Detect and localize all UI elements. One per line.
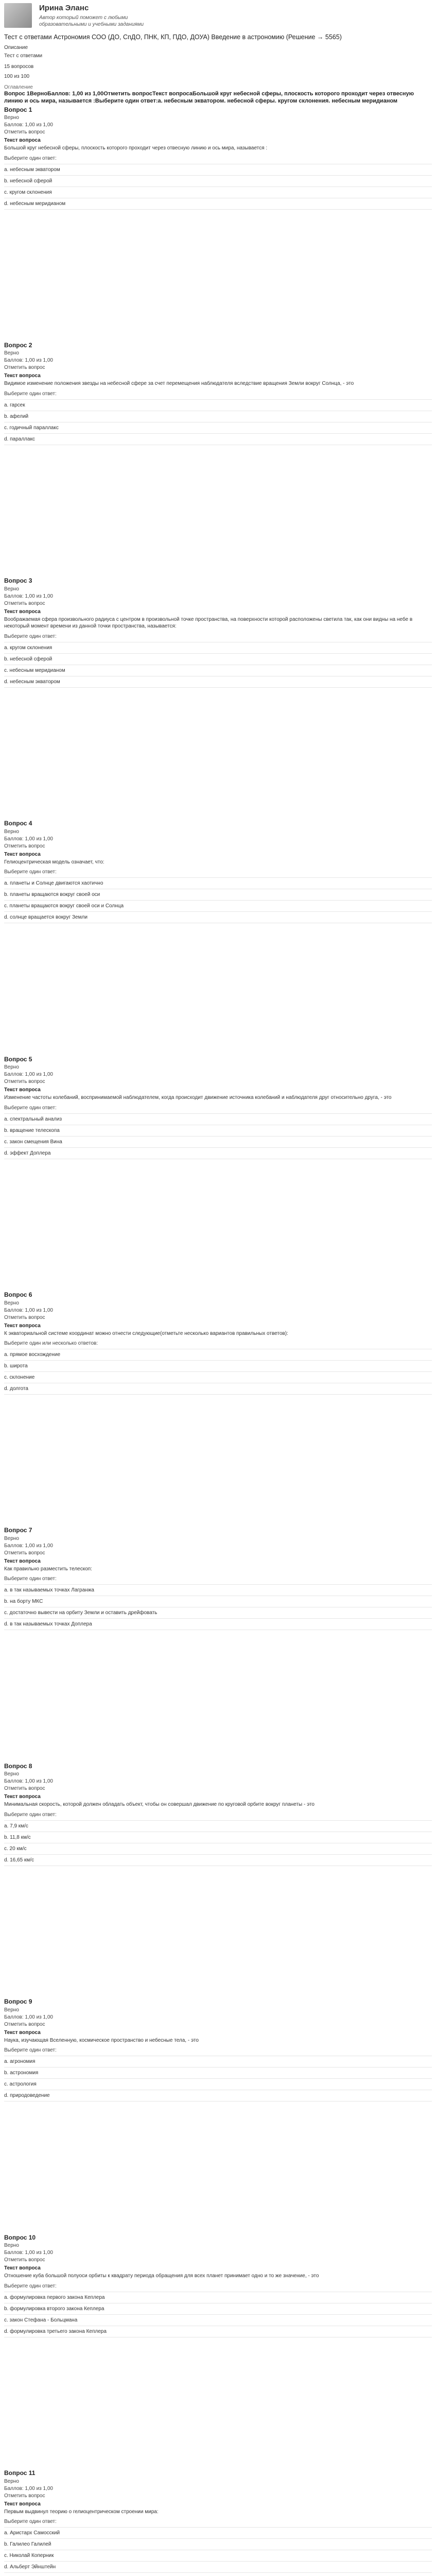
answer-option[interactable]: d. 16,65 км/с (4, 1854, 432, 1866)
answer-option[interactable]: c. 20 км/с (4, 1843, 432, 1854)
answer-options (4, 2527, 432, 2573)
question-score: Баллов: 1,00 из 1,00 (4, 122, 53, 128)
answer-option[interactable]: d. природоведение (4, 2090, 432, 2102)
answer-options (4, 877, 432, 923)
question-text: Видимое изменение положения звезды на небесной сфере за счет перемещения наблюдателя вследствие вращения Земли вокруг Солнца, - это (4, 381, 354, 387)
status-correct: Верно (4, 2478, 19, 2484)
question-title: Вопрос 2 (4, 341, 32, 349)
answer-prompt: Выберите один ответ: (4, 2047, 57, 2054)
question-score: Баллов: 1,00 из 1,00 (4, 836, 53, 842)
answer-prompt: Выберите один ответ: (4, 155, 57, 161)
toc-text: Вопрос 1ВерноБаллов: 1,00 из 1,00Отметить вопросТекст вопросаБольшой круг небесной сферы, плоскость которого проходит через отвесную линию и ось мира, называется :Выберите один ответ:a. небесным экватором. небесной сферы. кругом склонения. небесным меридианом (4, 91, 414, 104)
question-text-heading: Текст вопроса (4, 1323, 41, 1329)
question-text-heading: Текст вопроса (4, 1087, 41, 1093)
answer-option[interactable]: b. небесной сферой (4, 175, 432, 187)
question-score: Баллов: 1,00 из 1,00 (4, 2014, 53, 2020)
answer-option[interactable]: a. планеты и Солнце двигаются хаотично (4, 877, 432, 889)
question-score: Баллов: 1,00 из 1,00 (4, 358, 53, 364)
flag-question-link[interactable]: Отметить вопрос (4, 1786, 45, 1792)
page-title: Тест с ответами Астрономия СОО (ДО, СпДО, ПНК, КП, ПДО, ДОУА) Введение в астрономию (Решение → 5565) (4, 33, 342, 41)
answer-option[interactable]: c. планеты вращаются вокруг своей оси и Солнца (4, 900, 432, 911)
description-label: Описание (4, 45, 28, 50)
answer-prompt: Выберите один ответ: (4, 2519, 57, 2524)
status-correct: Верно (4, 1535, 19, 1541)
answer-option[interactable]: d. в так называемых точках Доплера (4, 1618, 432, 1630)
answer-option[interactable]: a. небесным экватором (4, 164, 432, 175)
question-title: Вопрос 5 (4, 1055, 32, 1063)
author-block (4, 3, 432, 30)
answer-options (4, 164, 432, 210)
flag-question-link[interactable]: Отметить вопрос (4, 129, 45, 135)
status-correct: Верно (4, 350, 19, 357)
answer-option[interactable]: c. Николай Коперник (4, 2550, 432, 2561)
question-score: Баллов: 1,00 из 1,00 (4, 593, 53, 599)
question-text: Минимальная скорость, которой должен обладать объект, чтобы он совершал движение по круговой орбите вокруг планеты - это (4, 1802, 315, 1808)
status-correct: Верно (4, 2007, 19, 2013)
total-score: 100 из 100 (4, 74, 30, 79)
answer-option[interactable]: a. гарсек (4, 399, 432, 411)
flag-question-link[interactable]: Отметить вопрос (4, 1550, 45, 1556)
question-block (4, 342, 432, 445)
answer-option[interactable]: a. спектральный анализ (4, 1113, 432, 1125)
answer-option[interactable]: d. Альберт Эйнштейн (4, 2561, 432, 2573)
question-text-heading: Текст вопроса (4, 138, 41, 144)
status-correct: Верно (4, 1300, 19, 1306)
question-text: Гелиоцентрическая модель означает, что: (4, 859, 104, 865)
question-block (4, 106, 432, 210)
flag-question-link[interactable]: Отметить вопрос (4, 365, 45, 371)
question-block (4, 1998, 432, 2102)
answer-prompt: Выберите один ответ: (4, 633, 57, 639)
answer-option[interactable]: c. закон Стефана - Больцмана (4, 2314, 432, 2326)
answer-option[interactable]: a. 7,9 км/с (4, 1820, 432, 1832)
question-text: Большой круг небесной сферы, плоскость которого проходит через отвесную линию и ось мира, называется : (4, 145, 268, 151)
flag-question-link[interactable]: Отметить вопрос (4, 2257, 45, 2263)
answer-prompt: Выберите один ответ: (4, 2283, 57, 2289)
question-text: Изменение частоты колебаний, воспринимаемой наблюдателем, когда происходит движение источника колебаний и наблюдателя друг относительно друга, - это (4, 1095, 392, 1101)
question-text-heading: Текст вопроса (4, 1794, 41, 1800)
question-title: Вопрос 4 (4, 820, 32, 827)
answer-option[interactable]: b. широта (4, 1360, 432, 1371)
question-title: Вопрос 1 (4, 106, 32, 113)
question-text-heading: Текст вопроса (4, 608, 41, 615)
answer-option[interactable]: b. 11,8 км/с (4, 1832, 432, 1843)
answer-options (4, 2056, 432, 2102)
answer-option[interactable]: a. прямое восхождение (4, 1349, 432, 1360)
answer-option[interactable]: b. формулировка второго закона Кеплера (4, 2303, 432, 2314)
answer-options (4, 2292, 432, 2337)
question-block (4, 1291, 432, 1395)
answer-option[interactable]: a. агрономия (4, 2056, 432, 2067)
question-score: Баллов: 1,00 из 1,00 (4, 1543, 53, 1549)
answer-prompt: Выберите один ответ: (4, 1811, 57, 1818)
question-title: Вопрос 8 (4, 1762, 32, 1770)
flag-question-link[interactable]: Отметить вопрос (4, 843, 45, 849)
answer-option[interactable]: c. закон смещения Вина (4, 1136, 432, 1147)
question-title: Вопрос 10 (4, 2233, 36, 2241)
flag-question-link[interactable]: Отметить вопрос (4, 1079, 45, 1085)
answer-option[interactable]: d. формулировка третьего закона Кеплера (4, 2326, 432, 2337)
question-list (4, 106, 432, 2576)
question-score: Баллов: 1,00 из 1,00 (4, 1072, 53, 1078)
question-score: Баллов: 1,00 из 1,00 (4, 1778, 53, 1785)
flag-question-link[interactable]: Отметить вопрос (4, 600, 45, 606)
author-info (39, 3, 152, 28)
answer-options (4, 399, 432, 445)
answer-option[interactable]: b. планеты вращаются вокруг своей оси (4, 889, 432, 900)
status-correct: Верно (4, 115, 19, 121)
answer-option[interactable]: b. астрономия (4, 2067, 432, 2078)
question-text: Воображаемая сфера произвольного радиуса с центром в произвольной точке пространства, на поверхности которой расположены светила так, как они видны на небе в некоторый момент времени из данной точки пространства, называется: (4, 616, 413, 630)
answer-option[interactable]: a. в так называемых точках Лагранжа (4, 1584, 432, 1596)
answer-options (4, 642, 432, 688)
status-correct: Верно (4, 586, 19, 592)
answer-option[interactable]: a. Аристарх Самосский (4, 2527, 432, 2538)
answer-prompt: Выберите один ответ: (4, 391, 57, 397)
answer-option[interactable]: c. годичный параллакс (4, 422, 432, 433)
question-text: Как правильно разместить телескоп: (4, 1566, 92, 1572)
answer-option[interactable]: d. небесным меридианом (4, 198, 432, 210)
question-title: Вопрос 9 (4, 1998, 32, 2006)
status-correct: Верно (4, 1771, 19, 1777)
question-text-heading: Текст вопроса (4, 2029, 41, 2036)
question-text: Отношение куба большой полуоси орбиты к квадрату периода обращения для всех планет принимает одно и то же значение, - это (4, 2273, 319, 2279)
status-correct: Верно (4, 828, 19, 835)
question-text-heading: Текст вопроса (4, 373, 41, 379)
avatar[interactable] (4, 3, 32, 28)
question-text-heading: Текст вопроса (4, 1558, 41, 1564)
question-title: Вопрос 11 (4, 2469, 36, 2477)
question-block (4, 820, 432, 923)
answer-options (4, 1584, 432, 1630)
answer-options (4, 1113, 432, 1159)
answer-option[interactable]: a. кругом склонения (4, 642, 432, 653)
answer-option[interactable]: b. на борту МКС (4, 1596, 432, 1607)
question-block (4, 1527, 432, 1630)
answer-prompt: Выберите один ответ: (4, 1105, 57, 1111)
answer-option[interactable]: d. параллакс (4, 433, 432, 445)
question-text: К экваториальной системе координат можно отнести следующие(отметьте несколько вариантов правильных ответов): (4, 1330, 288, 1336)
answer-option[interactable]: b. афелий (4, 411, 432, 422)
flag-question-link[interactable]: Отметить вопрос (4, 2493, 45, 2499)
question-block (4, 1762, 432, 1866)
question-block (4, 577, 432, 688)
author-description: Автор который поможет с любыми образовательными и учебными заданиями (39, 14, 144, 27)
question-text-heading: Текст вопроса (4, 2501, 41, 2507)
question-count: 15 вопросов (4, 64, 34, 70)
answer-option[interactable]: b. небесной сферой (4, 653, 432, 665)
flag-question-link[interactable]: Отметить вопрос (4, 1314, 45, 1320)
answer-option[interactable]: b. вращение телескопа (4, 1125, 432, 1136)
answer-option[interactable]: c. склонение (4, 1371, 432, 1383)
flag-question-link[interactable]: Отметить вопрос (4, 2021, 45, 2027)
answer-options (4, 1820, 432, 1866)
question-score: Баллов: 1,00 из 1,00 (4, 2485, 53, 2492)
toc-label: Оглавление (4, 84, 33, 90)
question-title: Вопрос 6 (4, 1291, 32, 1298)
answer-option[interactable]: c. астрология (4, 2078, 432, 2090)
question-text-heading: Текст вопроса (4, 851, 41, 857)
status-correct: Верно (4, 1064, 19, 1071)
answer-options (4, 1349, 432, 1395)
question-block (4, 1056, 432, 1159)
question-score: Баллов: 1,00 из 1,00 (4, 1307, 53, 1313)
question-text: Наука, изучающая Вселенную, космическое пространство и небесные тела, - это (4, 2037, 199, 2043)
answer-option[interactable]: d. небесным экватором (4, 676, 432, 688)
question-title: Вопрос 7 (4, 1527, 32, 1534)
answer-option[interactable]: d. солнце вращается вокруг Земли (4, 911, 432, 923)
question-score: Баллов: 1,00 из 1,00 (4, 2250, 53, 2256)
answer-option[interactable]: d. эффект Доплера (4, 1147, 432, 1159)
author-name[interactable]: Ирина Эланс (39, 4, 89, 12)
answer-prompt: Выберите один ответ: (4, 1576, 57, 1582)
answer-option[interactable]: a. формулировка первого закона Кеплера (4, 2292, 432, 2303)
question-block (4, 2469, 432, 2573)
answer-option[interactable]: c. кругом склонения (4, 187, 432, 198)
answer-option[interactable]: c. небесным меридианом (4, 665, 432, 676)
question-title: Вопрос 3 (4, 577, 32, 585)
question-block (4, 2234, 432, 2337)
status-correct: Верно (4, 2243, 19, 2249)
description-value: Тест с ответами (4, 53, 43, 59)
answer-option[interactable]: c. достаточно вывести на орбиту Земли и оставить дрейфовать (4, 1607, 432, 1618)
question-text: Первым выдвинул теорию о гелиоцентрическом строении мира: (4, 2509, 159, 2515)
answer-option[interactable]: d. долгота (4, 1383, 432, 1395)
answer-prompt: Выберите один ответ: (4, 869, 57, 875)
question-text-heading: Текст вопроса (4, 2265, 41, 2272)
answer-prompt: Выберите один или несколько ответов: (4, 1341, 98, 1347)
answer-option[interactable]: b. Галилео Галилей (4, 2538, 432, 2550)
